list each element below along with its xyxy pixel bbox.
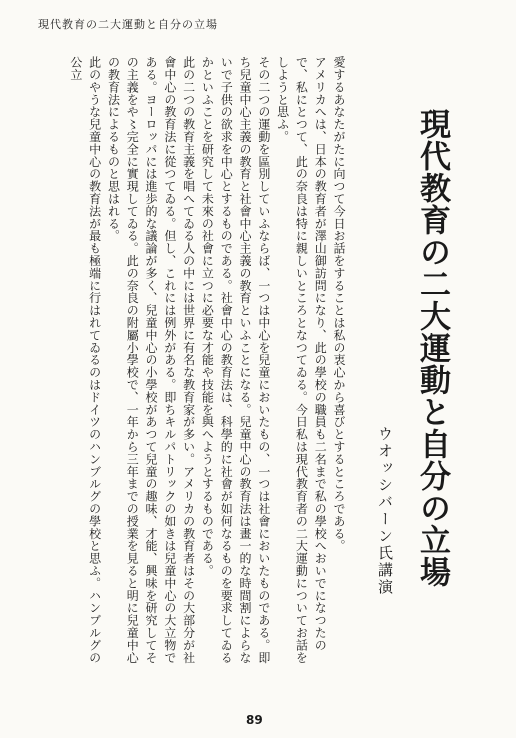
article-body — [58, 56, 348, 668]
page-number: 89 — [246, 713, 263, 727]
running-header: 現代教育の二大運動と自分の立場 — [38, 18, 218, 31]
article-title: 現代教育の二大運動と自分の立場 — [414, 108, 450, 588]
speaker-credit: ウオッシバーン氏講演 — [376, 426, 394, 596]
body-paragraphs: 愛するあなたがたに向つて今日お話をすることは私の衷心から喜びとするところである。 アメリカへは、日本の教育者が澤山御訪問になり、此の學校の職員も二名まで私の學校へおいでになつたので、私にとつて、此の奈良は特に親しいところとなつてゐる。今日私は現代教育者の二大運動についてお話をしようと思ふ。 その二つの運動を區別していふならば、一つは中心を兒童においたもの、一つは社會においたものである。即ち兒童中心主義の教育と社會中心主義の教育といふことになる。兒童中心の教育法は畫一的な時間割によらないで子供の欲求を中心とするものである。社會中心の教育法は、科學的に社會が如何なるものを要求してゐるかといふことを研究して未來の社會に立つに必要な才能や技能を與へようとするものである。 此の二つの教育主義を唱へてゐる人の中には世界に有名な教育家が多い。アメリカの教育者はその大部分が社會中心の教育法に從つてゐる。但し、これには例外がある。即ちキルパトリックの如きは兒童中心の大立物である。ヨーロッパには進歩的な議論が多く、兒童中心の小學校があつて兒童の趣味、才能、興味を研究してその主義をや〻完全に實現してゐる。此の奈良の附屬小學校で、一年から三年までの授業を見ると明に兒童中心の教育法によるものと思はれる。 此のやうな兒童中心の教育法が最も極端に行はれてゐるのはドイツのハンブルグの學校と思ふ。ハンブルグの公立 — [68, 56, 346, 664]
